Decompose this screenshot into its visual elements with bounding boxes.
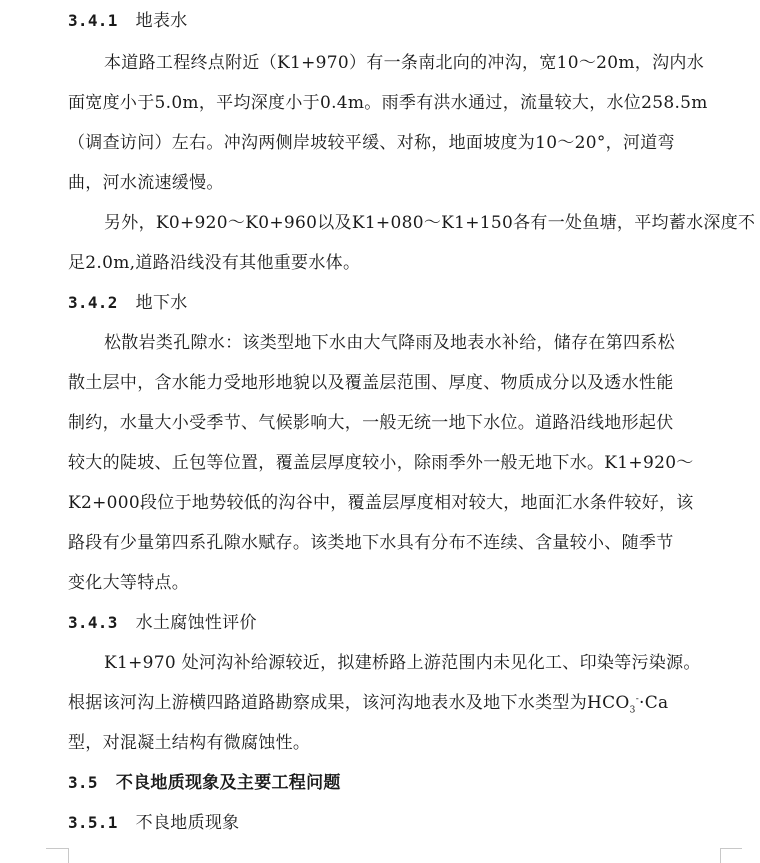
- paragraph-line: K1+970 处河沟补给源较近，拟建桥路上游范围内未见化工、印染等污染源。: [104, 653, 701, 673]
- page-corner-mark: [720, 848, 721, 863]
- section-number: 3.4.3: [68, 613, 118, 632]
- paragraph-line: 制约，水量大小受季节、气候影响大，一般无统一地下水位。道路沿线地形起伏: [68, 413, 674, 433]
- text-run: 根据该河沟上游横四路道路勘察成果，该河沟地表水及地下水类型为HCO: [68, 693, 630, 713]
- section-number: 3.5.1: [68, 813, 118, 832]
- paragraph-line: 型，对混凝土结构有微腐蚀性。: [68, 733, 311, 753]
- heading-3-4-2: [68, 291, 760, 315]
- paragraph-line: （调查访问）左右。冲沟两侧岸坡较平缓、对称，地面坡度为10～20°，河道弯: [68, 133, 675, 153]
- page-corner-mark: [720, 848, 742, 849]
- paragraph-line: 松散岩类孔隙水：该类型地下水由大气降雨及地表水补给，储存在第四系松: [104, 333, 675, 353]
- heading-3-5-1: [68, 811, 760, 835]
- paragraph-line: 本道路工程终点附近（K1+970）有一条南北向的冲沟，宽10～20m，沟内水: [104, 53, 704, 73]
- text-run: ·Ca: [639, 693, 669, 713]
- section-title: 地下水: [135, 293, 188, 313]
- section-title: 水土腐蚀性评价: [135, 613, 257, 633]
- subscript: 3: [629, 705, 636, 716]
- heading-3-5: [68, 771, 760, 795]
- paragraph-line: 面宽度小于5.0m，平均深度小于0.4m。雨季有洪水通过，流量较大，水位258.5m: [68, 93, 708, 113]
- paragraph-line: K2+000段位于地势较低的沟谷中，覆盖层厚度相对较大，地面汇水条件较好，该: [68, 493, 694, 513]
- paragraph-line: 变化大等特点。: [68, 573, 190, 593]
- paragraph-line: 较大的陡坡、丘包等位置，覆盖层厚度较小，除雨季外一般无地下水。K1+920～: [68, 453, 694, 473]
- page-corner-mark: [46, 848, 68, 849]
- heading-3-4-1: [68, 9, 760, 33]
- paragraph-line: 曲，河水流速缓慢。: [68, 173, 224, 193]
- paragraph-line: 另外，K0+920～K0+960以及K1+080～K1+150各有一处鱼塘，平均蓄水深度不: [104, 213, 756, 233]
- heading-3-4-3: [68, 611, 760, 635]
- section-number: 3.4.1: [68, 11, 118, 30]
- section-number: 3.4.2: [68, 293, 118, 312]
- paragraph-line: 足2.0m,道路沿线没有其他重要水体。: [68, 253, 361, 273]
- paragraph-line: [68, 691, 760, 715]
- section-title: 地表水: [135, 11, 188, 31]
- paragraph-line: 散土层中，含水能力受地形地貌以及覆盖层范围、厚度、物质成分以及透水性能: [68, 373, 674, 393]
- section-title: 不良地质现象: [135, 813, 240, 833]
- paragraph-line: 路段有少量第四系孔隙水赋存。该类地下水具有分布不连续、含量较小、随季节: [68, 533, 674, 553]
- section-title: 不良地质现象及主要工程问题: [115, 773, 341, 793]
- superscript: -: [635, 694, 640, 705]
- page-corner-mark: [68, 848, 69, 863]
- section-number: 3.5: [68, 773, 98, 792]
